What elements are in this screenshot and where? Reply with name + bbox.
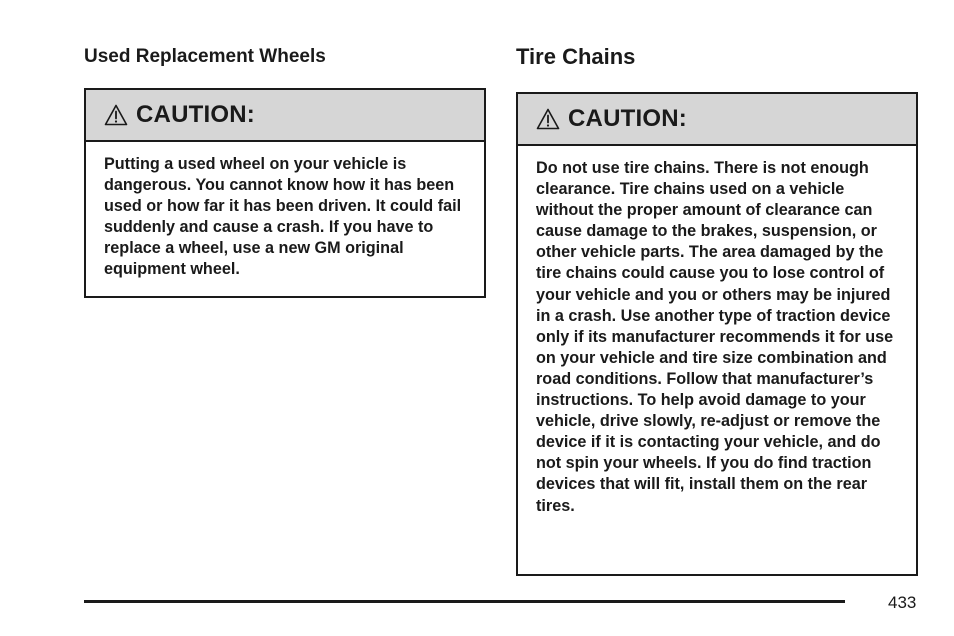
caution-box-tire-chains: [516, 92, 918, 576]
caution-text: Putting a used wheel on your vehicle is dangerous. You cannot know how it has been used or how far it has been driven. It could fail suddenly and cause a crash. If you have to replace a wheel, use a new GM original equipment wheel.: [104, 155, 462, 279]
footer-rule: [84, 600, 845, 603]
caution-header: [518, 94, 916, 146]
caution-title: CAUTION:: [568, 105, 687, 132]
caution-box-used-wheels: [84, 88, 486, 298]
warning-triangle-icon: [104, 104, 128, 126]
section-heading-tire-chains: Tire Chains: [516, 44, 636, 69]
caution-text: Do not use tire chains. There is not enough clearance. Tire chains used on a vehicle without the proper amount of clearance can cause damage to the brakes, suspension, or other vehicle parts. The area damaged by the tire chains could cause you to lose control of your vehicle and you or others may be injured in a crash. Use another type of traction device only if its manufacturer recommends it for use on your vehicle and tire size combination and road conditions. Follow that manufacturer’s instructions. To help avoid damage to your vehicle, drive slowly, re-adjust or remove the device if it is contacting your vehicle, and do not spin your wheels. If you do find traction devices that will fit, install them on the rear tires.: [536, 159, 894, 515]
warning-triangle-icon: [536, 108, 560, 130]
caution-title: CAUTION:: [136, 101, 255, 128]
caution-header: [86, 90, 484, 142]
section-heading-used-replacement-wheels: Used Replacement Wheels: [84, 46, 326, 67]
page-number: 433: [888, 593, 917, 612]
